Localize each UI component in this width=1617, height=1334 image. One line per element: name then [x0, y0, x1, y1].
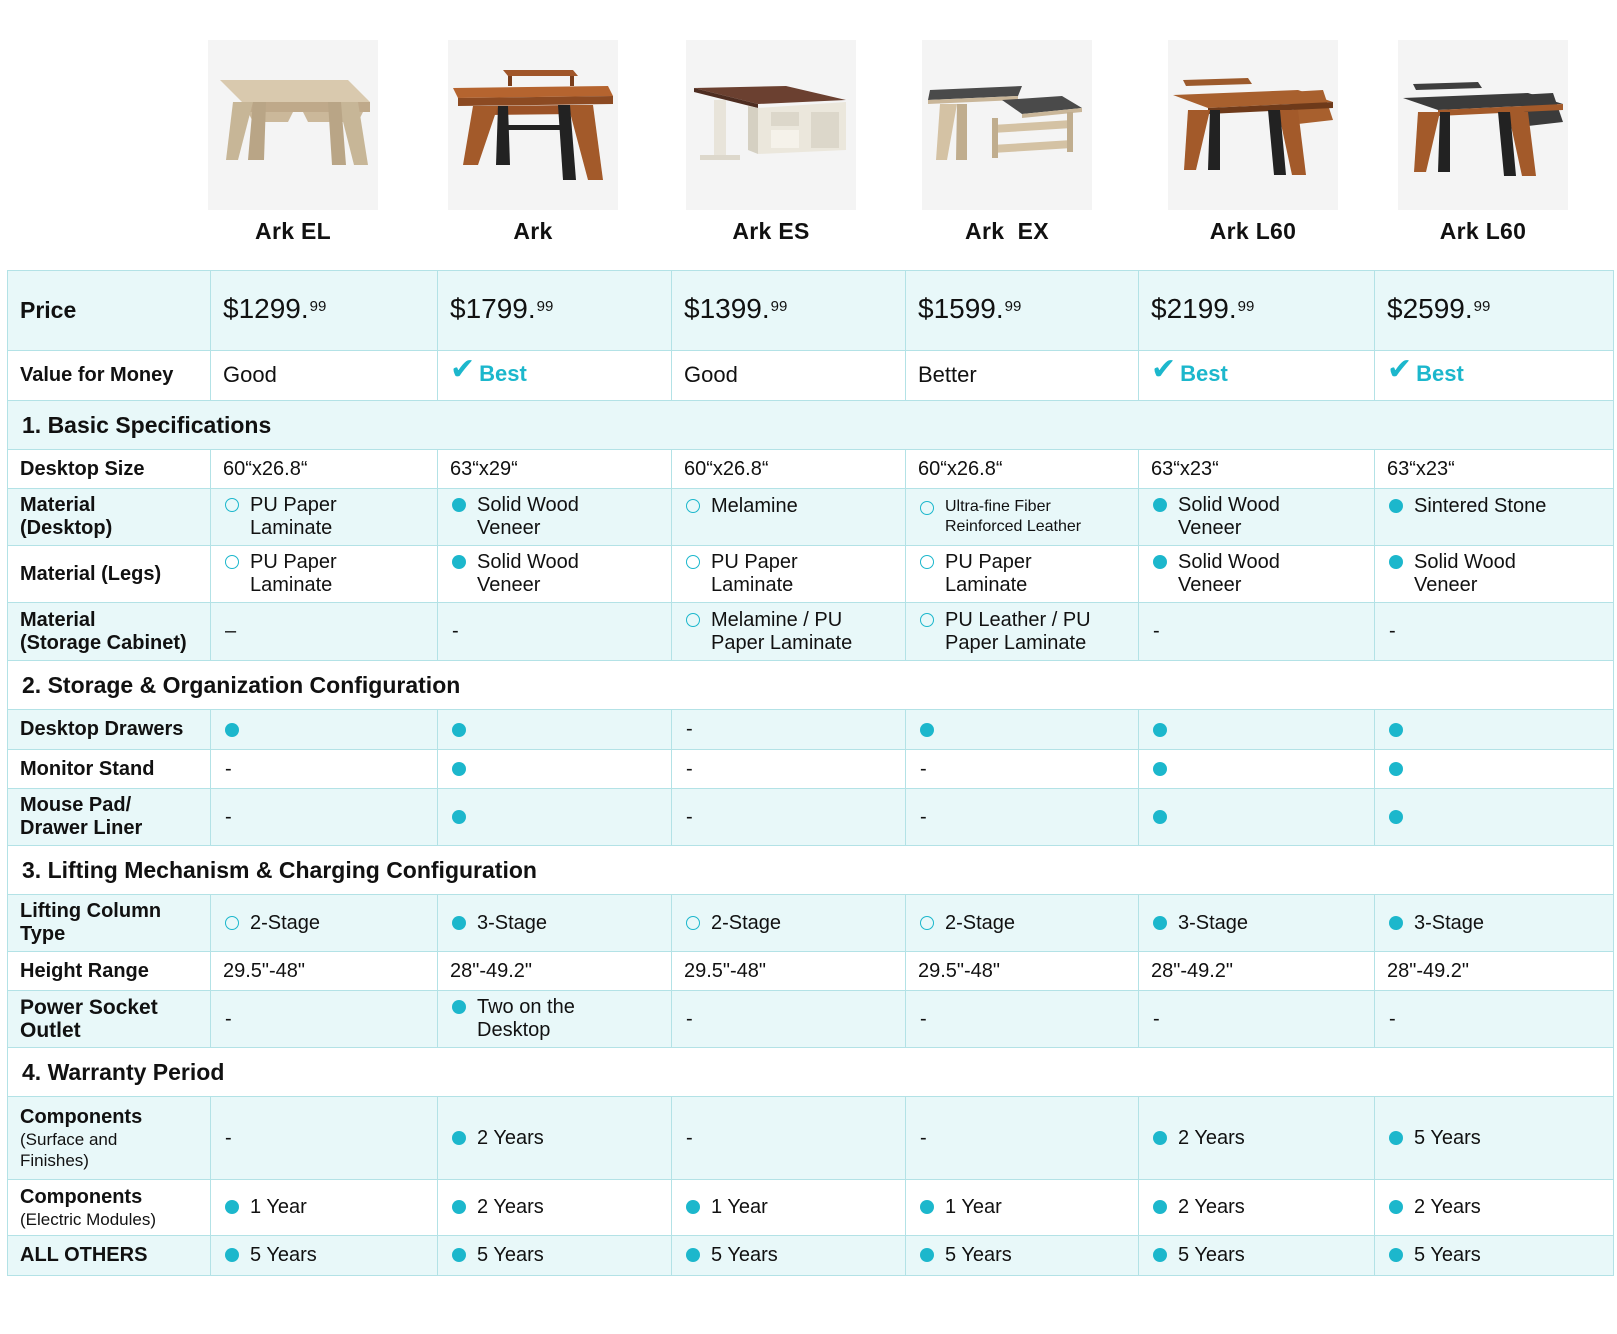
cell: 29.5"-48": [672, 952, 906, 991]
price-cell: $2199.99: [1139, 271, 1375, 351]
filled-circle-icon: [452, 723, 466, 737]
cell: [211, 710, 438, 750]
filled-circle-icon: [920, 1200, 934, 1214]
filled-circle-icon: [1389, 1131, 1403, 1145]
open-circle-icon: [225, 916, 239, 930]
open-circle-icon: [920, 555, 934, 569]
section-title: 1. Basic Specifications: [8, 401, 1614, 450]
cell: -: [1375, 603, 1614, 661]
value-cell: Better: [906, 351, 1139, 401]
section-title: 2. Storage & Organization Configuration: [8, 661, 1614, 710]
open-circle-icon: [920, 916, 934, 930]
cell: -: [211, 789, 438, 846]
row-label: Material (Storage Cabinet): [8, 603, 211, 661]
cell: 60“x26.8“: [211, 450, 438, 489]
cell: [1139, 750, 1375, 789]
components-surface-row: [8, 1097, 1614, 1180]
ark-el-desk-image: [208, 40, 378, 210]
cell: [1139, 710, 1375, 750]
row-label: Material (Legs): [8, 546, 211, 603]
cell: 5 Years: [906, 1236, 1139, 1276]
cell: 28"-49.2": [1375, 952, 1614, 991]
cell: -: [906, 750, 1139, 789]
cell: PU Paper Laminate: [906, 546, 1139, 603]
cell: Solid Wood Veneer: [1139, 546, 1375, 603]
product-ark-el[interactable]: [173, 40, 413, 245]
filled-circle-icon: [452, 762, 466, 776]
value-row: [8, 351, 1614, 401]
filled-circle-icon: [920, 1248, 934, 1262]
cell: 63“x23“: [1375, 450, 1614, 489]
checkmark-icon: ✔: [1387, 353, 1413, 386]
cell: -: [211, 991, 438, 1048]
row-label: Desktop Drawers: [8, 710, 211, 750]
open-circle-icon: [686, 613, 700, 627]
filled-circle-icon: [452, 555, 466, 569]
cell: 2 Years: [1139, 1097, 1375, 1180]
cell: 3-Stage: [1139, 895, 1375, 952]
filled-circle-icon: [225, 1200, 239, 1214]
value-cell: ✔ Best: [1139, 351, 1375, 401]
ark-ex-desk-image: [922, 40, 1092, 210]
cell: Melamine: [672, 489, 906, 546]
product-name: Ark ES: [732, 218, 810, 244]
value-cell: ✔ Best: [438, 351, 672, 401]
filled-circle-icon: [1389, 810, 1403, 824]
filled-circle-icon: [1153, 916, 1167, 930]
filled-circle-icon: [452, 1131, 466, 1145]
cell: [438, 710, 672, 750]
height-range-row: [8, 952, 1614, 991]
value-cell: Good: [672, 351, 906, 401]
cell: 63“x23“: [1139, 450, 1375, 489]
section-warranty: [8, 1048, 1614, 1097]
ark-es-desk-image: [686, 40, 856, 210]
filled-circle-icon: [1153, 555, 1167, 569]
price-row: [8, 271, 1614, 351]
row-label: Desktop Size: [8, 450, 211, 489]
row-label: Components (Electric Modules): [8, 1180, 211, 1236]
cell: [438, 750, 672, 789]
value-cell: ✔ Best: [1375, 351, 1614, 401]
cell: PU Leather / PU Paper Laminate: [906, 603, 1139, 661]
filled-circle-icon: [1389, 555, 1403, 569]
cell: -: [672, 710, 906, 750]
cell: 1 Year: [211, 1180, 438, 1236]
filled-circle-icon: [452, 1200, 466, 1214]
filled-circle-icon: [1389, 916, 1403, 930]
cell: Melamine / PU Paper Laminate: [672, 603, 906, 661]
product-name: Ark EX: [965, 218, 1049, 244]
row-label: Power Socket Outlet: [8, 991, 211, 1048]
filled-circle-icon: [1153, 723, 1167, 737]
filled-circle-icon: [686, 1248, 700, 1262]
cell: Sintered Stone: [1375, 489, 1614, 546]
cell: [1375, 789, 1614, 846]
filled-circle-icon: [225, 1248, 239, 1262]
filled-circle-icon: [1389, 723, 1403, 737]
comparison-table: [7, 270, 1614, 1276]
cell: Solid Wood Veneer: [1375, 546, 1614, 603]
cell: 28"-49.2": [438, 952, 672, 991]
ark-l60-stone-desk-image: [1398, 40, 1568, 210]
filled-circle-icon: [920, 723, 934, 737]
filled-circle-icon: [686, 1200, 700, 1214]
filled-circle-icon: [1153, 1248, 1167, 1262]
row-label: Price: [8, 271, 211, 351]
product-header: [0, 40, 1617, 250]
ark-desk-image: [448, 40, 618, 210]
cell: 5 Years: [1375, 1236, 1614, 1276]
cell: -: [1139, 603, 1375, 661]
cell: [438, 789, 672, 846]
material-legs-row: [8, 546, 1614, 603]
material-desktop-row: [8, 489, 1614, 546]
row-label: ALL OTHERS: [8, 1236, 211, 1276]
filled-circle-icon: [1153, 810, 1167, 824]
cell: 5 Years: [1375, 1097, 1614, 1180]
open-circle-icon: [686, 916, 700, 930]
filled-circle-icon: [1153, 1200, 1167, 1214]
cell: 29.5"-48": [906, 952, 1139, 991]
cell: 3-Stage: [438, 895, 672, 952]
open-circle-icon: [920, 613, 934, 627]
row-label: Monitor Stand: [8, 750, 211, 789]
cell: 5 Years: [211, 1236, 438, 1276]
section-title: 3. Lifting Mechanism & Charging Configuration: [8, 846, 1614, 895]
cell: 2 Years: [1375, 1180, 1614, 1236]
cell: -: [672, 1097, 906, 1180]
cell: 2 Years: [438, 1097, 672, 1180]
cell: -: [906, 1097, 1139, 1180]
price-cell: $1599.99: [906, 271, 1139, 351]
filled-circle-icon: [1153, 762, 1167, 776]
cell: 1 Year: [672, 1180, 906, 1236]
row-label: Value for Money: [8, 351, 211, 401]
cell: [1375, 750, 1614, 789]
row-label: Material (Desktop): [8, 489, 211, 546]
filled-circle-icon: [1389, 499, 1403, 513]
cell: 5 Years: [438, 1236, 672, 1276]
filled-circle-icon: [452, 916, 466, 930]
cell: 2-Stage: [211, 895, 438, 952]
cell: -: [906, 991, 1139, 1048]
components-electric-row: [8, 1180, 1614, 1236]
open-circle-icon: [225, 555, 239, 569]
cell: 2-Stage: [672, 895, 906, 952]
cell: Solid Wood Veneer: [438, 489, 672, 546]
product-ark-l60[interactable]: [1133, 40, 1373, 245]
material-cabinet-row: [8, 603, 1614, 661]
section-title: 4. Warranty Period: [8, 1048, 1614, 1097]
product-name: Ark L60: [1439, 218, 1527, 244]
filled-circle-icon: [1389, 762, 1403, 776]
cell: [906, 710, 1139, 750]
price-cell: $1299.99: [211, 271, 438, 351]
cell: -: [1139, 991, 1375, 1048]
open-circle-icon: [686, 499, 700, 513]
product-ark-ex[interactable]: [887, 40, 1127, 245]
filled-circle-icon: [225, 723, 239, 737]
filled-circle-icon: [452, 498, 466, 512]
price-cell: $1399.99: [672, 271, 906, 351]
cell: Ultra-fine Fiber Reinforced Leather: [906, 489, 1139, 546]
cell: -: [906, 789, 1139, 846]
price-cell: $2599.99: [1375, 271, 1614, 351]
row-label: Components (Surface and Finishes): [8, 1097, 211, 1180]
mouse-pad-row: [8, 789, 1614, 846]
cell: PU Paper Laminate: [672, 546, 906, 603]
cell: -: [438, 603, 672, 661]
open-circle-icon: [225, 498, 239, 512]
cell: PU Paper Laminate: [211, 546, 438, 603]
section-basic-specs: [8, 401, 1614, 450]
power-socket-row: [8, 991, 1614, 1048]
checkmark-icon: ✔: [1151, 353, 1177, 386]
product-name: Ark EL: [255, 218, 331, 244]
cell: [1139, 789, 1375, 846]
filled-circle-icon: [452, 810, 466, 824]
cell: PU Paper Laminate: [211, 489, 438, 546]
cell: 2 Years: [1139, 1180, 1375, 1236]
cell: 29.5"-48": [211, 952, 438, 991]
desktop-size-row: [8, 450, 1614, 489]
cell: -: [672, 789, 906, 846]
cell: -: [211, 750, 438, 789]
cell: -: [1375, 991, 1614, 1048]
filled-circle-icon: [452, 1248, 466, 1262]
cell: 60“x26.8“: [906, 450, 1139, 489]
cell: -: [672, 991, 906, 1048]
filled-circle-icon: [1153, 498, 1167, 512]
all-others-row: [8, 1236, 1614, 1276]
row-label: Lifting Column Type: [8, 895, 211, 952]
desktop-drawers-row: [8, 710, 1614, 750]
cell: [1375, 710, 1614, 750]
cell: 2 Years: [438, 1180, 672, 1236]
row-label: Mouse Pad/ Drawer Liner: [8, 789, 211, 846]
cell: -: [672, 750, 906, 789]
product-name: Ark L60: [1209, 218, 1297, 244]
cell: 60“x26.8“: [672, 450, 906, 489]
filled-circle-icon: [1389, 1200, 1403, 1214]
section-storage: [8, 661, 1614, 710]
row-label: Height Range: [8, 952, 211, 991]
product-ark-es[interactable]: [651, 40, 891, 245]
cell: Solid Wood Veneer: [438, 546, 672, 603]
cell: 28"-49.2": [1139, 952, 1375, 991]
ark-l60-desk-image: [1168, 40, 1338, 210]
open-circle-icon: [920, 501, 934, 515]
cell: 5 Years: [1139, 1236, 1375, 1276]
product-ark[interactable]: [413, 40, 653, 245]
checkmark-icon: ✔: [450, 353, 476, 386]
section-lifting: [8, 846, 1614, 895]
cell: 3-Stage: [1375, 895, 1614, 952]
cell: -: [211, 1097, 438, 1180]
cell: 63“x29“: [438, 450, 672, 489]
filled-circle-icon: [1153, 1131, 1167, 1145]
product-name: Ark: [513, 218, 553, 244]
cell: 2-Stage: [906, 895, 1139, 952]
cell: 5 Years: [672, 1236, 906, 1276]
value-cell: Good: [211, 351, 438, 401]
cell: 1 Year: [906, 1180, 1139, 1236]
cell: –: [211, 603, 438, 661]
cell: Two on the Desktop: [438, 991, 672, 1048]
price-cell: $1799.99: [438, 271, 672, 351]
lifting-column-row: [8, 895, 1614, 952]
filled-circle-icon: [1389, 1248, 1403, 1262]
filled-circle-icon: [452, 1000, 466, 1014]
monitor-stand-row: [8, 750, 1614, 789]
open-circle-icon: [686, 555, 700, 569]
product-ark-l60-stone[interactable]: [1363, 40, 1603, 245]
cell: Solid Wood Veneer: [1139, 489, 1375, 546]
